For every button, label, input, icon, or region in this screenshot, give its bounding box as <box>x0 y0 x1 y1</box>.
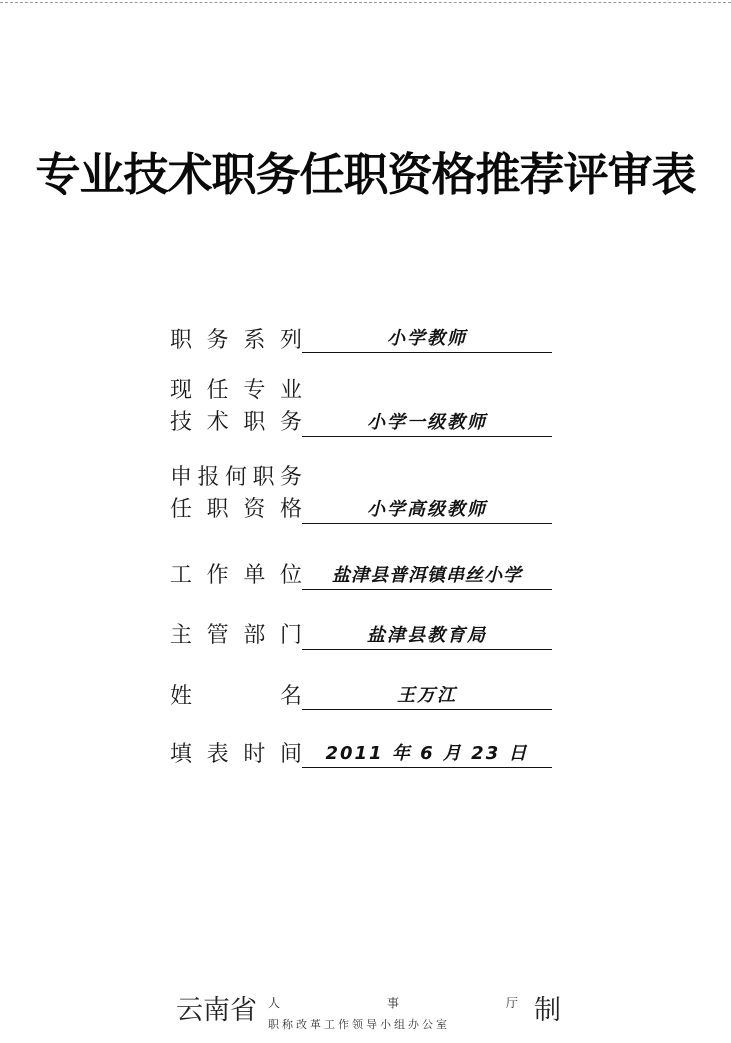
label-text: 职 务 系 列 <box>170 328 302 353</box>
label-apply-title-line1 <box>170 464 302 492</box>
label-text: 任 职 资 格 <box>170 497 302 522</box>
label-supervising-dept <box>170 622 302 650</box>
label-current-title-line2 <box>170 409 302 437</box>
label-job-series <box>170 327 302 355</box>
value-apply-title: 小学高级教师 <box>302 497 552 524</box>
value-work-unit: 盐津县普洱镇串丝小学 <box>302 563 552 590</box>
footer-province: 云南省 <box>176 995 257 1026</box>
label-text: 填 表 时 间 <box>170 742 302 767</box>
footer-made: 制 <box>534 995 561 1026</box>
label-fill-date <box>170 741 302 769</box>
footer-department <box>268 996 518 1010</box>
value-name: 王万江 <box>302 683 552 710</box>
page-top-border <box>0 2 731 3</box>
label-apply-title-line2 <box>170 496 302 524</box>
label-name <box>170 683 302 711</box>
footer-office: 职称改革工作领导小组办公室 <box>268 1018 450 1031</box>
label-current-title-line1 <box>170 377 302 405</box>
value-fill-date: 2011 年 6 月 23 日 <box>302 741 552 768</box>
value-supervising-dept: 盐津县教育局 <box>302 623 552 650</box>
value-current-title: 小学一级教师 <box>302 410 552 437</box>
footer-dept-char: 事 <box>386 996 399 1010</box>
label-text: 技 术 职 务 <box>170 410 302 435</box>
footer-dept-char: 厅 <box>505 996 518 1010</box>
label-work-unit <box>170 562 302 590</box>
label-text: 主 管 部 门 <box>170 623 302 648</box>
footer-dept-char: 人 <box>268 996 281 1010</box>
label-text: 工 作 单 位 <box>170 563 302 588</box>
label-text: 申 报 何 职 务 <box>170 465 302 490</box>
label-text: 姓 名 <box>170 684 302 709</box>
form-title: 专业技术职务任职资格推荐评审表 <box>35 148 696 201</box>
label-text: 现 任 专 业 <box>170 378 302 403</box>
value-job-series: 小学教师 <box>302 326 552 353</box>
